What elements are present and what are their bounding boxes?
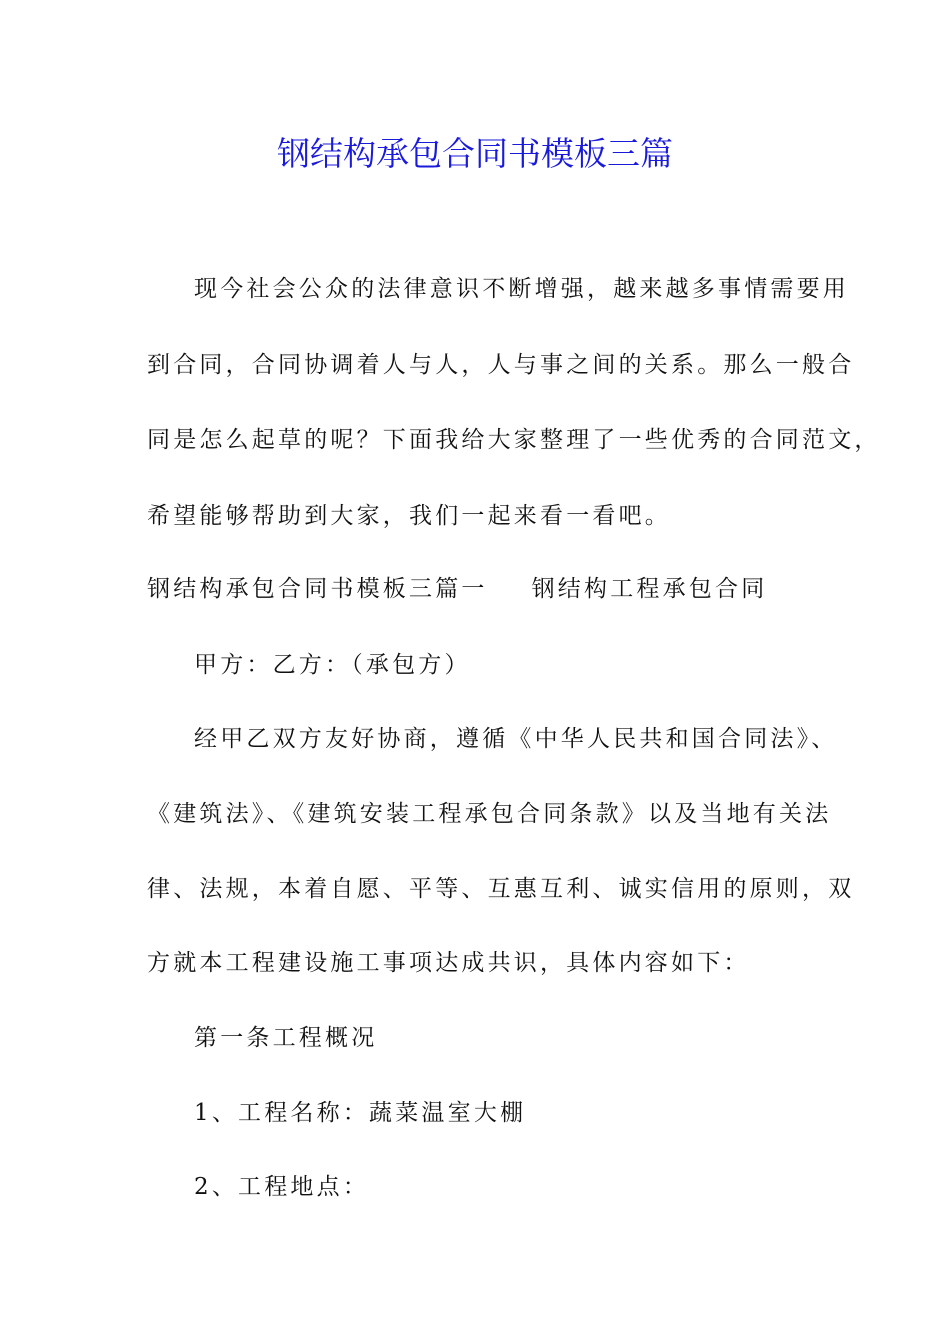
- intro-line-1: 现今社会公众的法律意识不断增强，越来越多事情需要用: [194, 276, 849, 302]
- article-1-heading: 第一条工程概况: [194, 1025, 378, 1051]
- intro-line-3: 同是怎么起草的呢？下面我给大家整理了一些优秀的合同范文，: [147, 427, 881, 453]
- section-heading: [147, 570, 767, 603]
- agreement-line-2: 《建筑法》、《建筑安装工程承包合同条款》以及当地有关法: [147, 801, 832, 827]
- item-1: 1、工程名称：蔬菜温室大棚: [194, 1100, 527, 1126]
- section-heading-left: 钢结构承包合同书模板三篇一: [147, 576, 488, 602]
- agreement-line-3: 律、法规，本着自愿、平等、互惠互利、诚实信用的原则，双: [147, 876, 855, 902]
- intro-line-2: 到合同，合同协调着人与人，人与事之间的关系。那么一般合: [147, 352, 855, 378]
- parties-line: 甲方：乙方：（承包方）: [194, 652, 471, 678]
- section-heading-right: 钢结构工程承包合同: [531, 576, 768, 602]
- document-title: 钢结构承包合同书模板三篇: [277, 134, 673, 173]
- item-2: 2、工程地点：: [194, 1174, 370, 1200]
- agreement-line-4: 方就本工程建设施工事项达成共识，具体内容如下：: [147, 950, 750, 976]
- agreement-line-1: 经甲乙双方友好协商，遵循《中华人民共和国合同法》、: [194, 726, 838, 752]
- intro-line-4: 希望能够帮助到大家，我们一起来看一看吧。: [147, 503, 671, 529]
